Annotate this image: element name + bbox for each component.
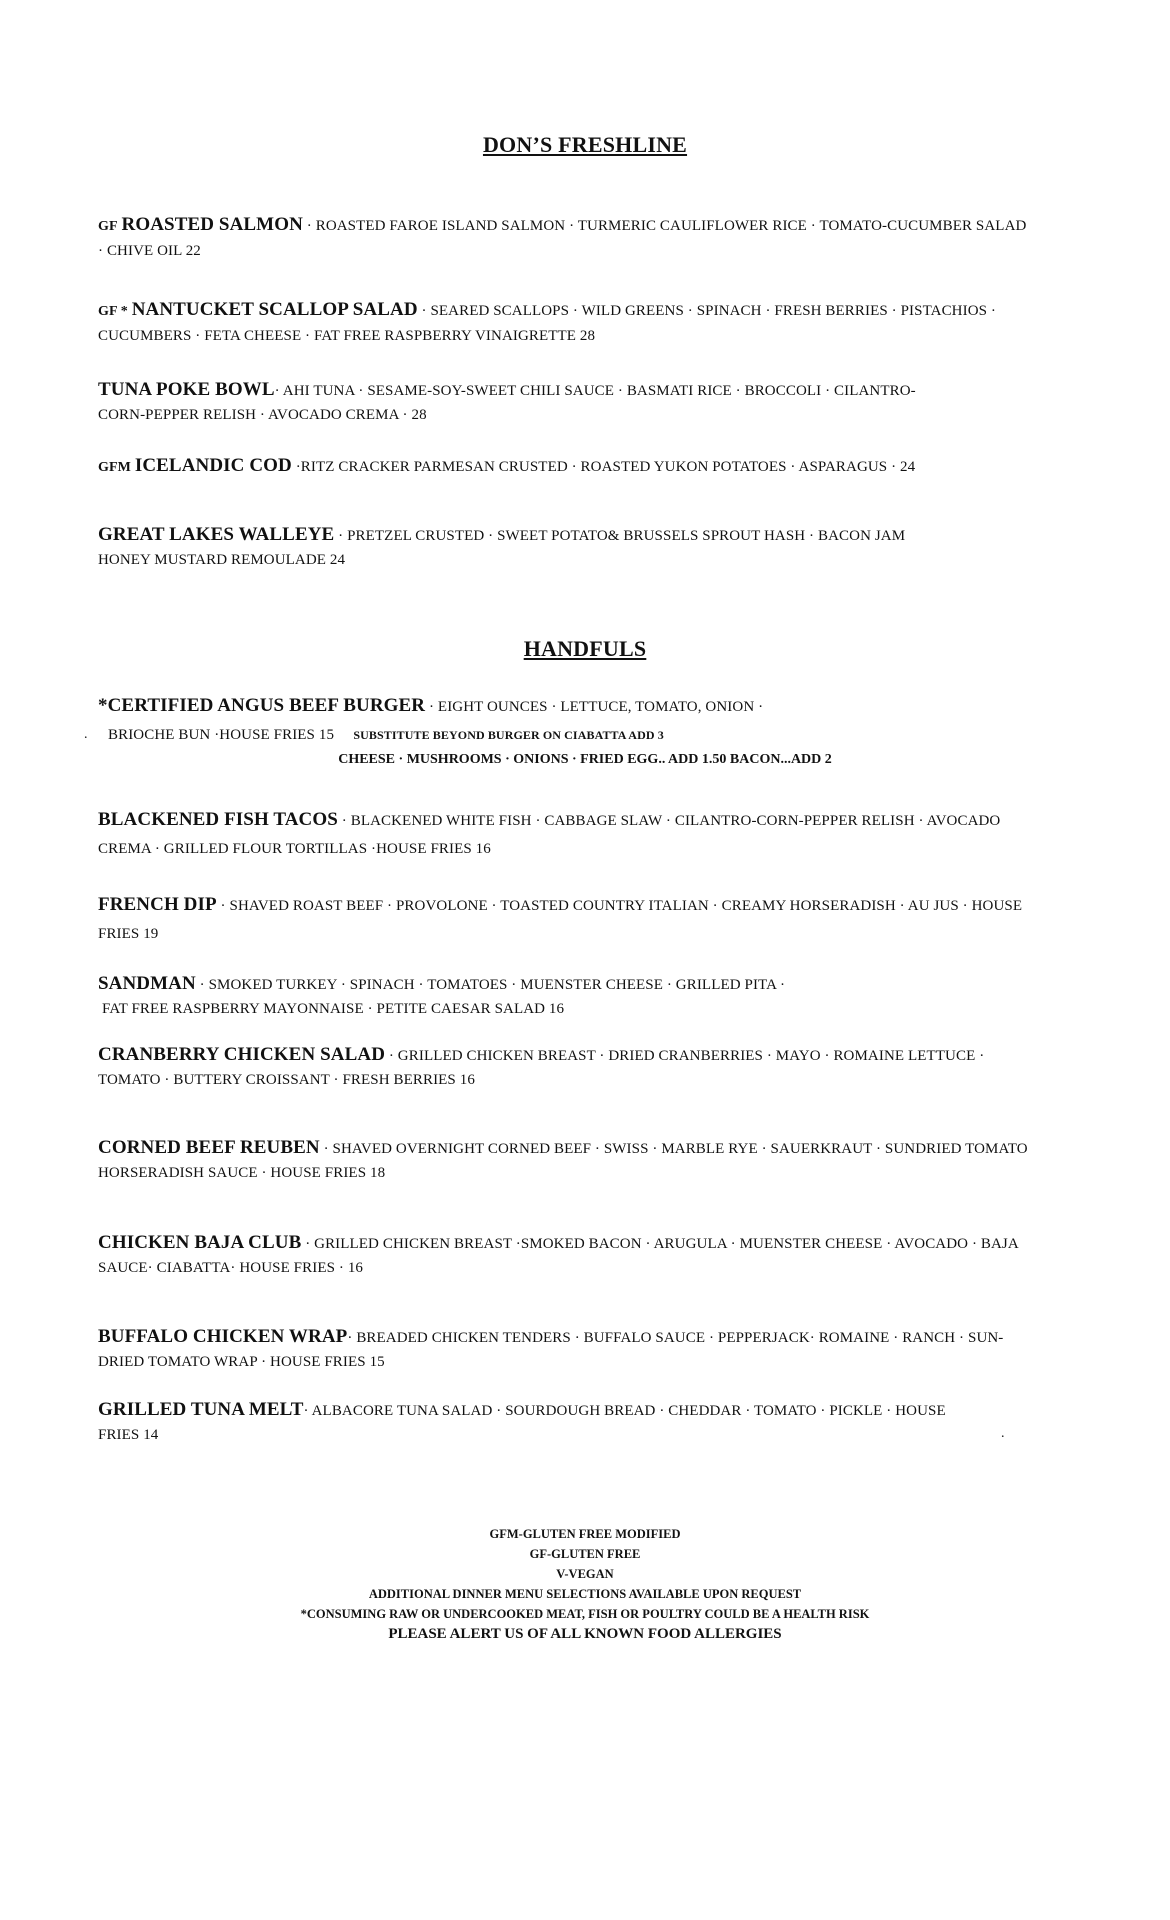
item-description-cont: DRIED TOMATO WRAP · HOUSE FRIES 15 [98, 1354, 385, 1370]
legend-vegan: V-VEGAN [556, 1567, 614, 1581]
item-description: · GRILLED CHICKEN BREAST ·SMOKED BACON · ARUGULA · MUENSTER CHEESE · AVOCADO · BAJA [301, 1236, 1019, 1252]
freshline-title: DON’S FRESHLINE [482, 132, 688, 157]
legend-gfm: GFM-GLUTEN FREE MODIFIED [489, 1527, 681, 1541]
item-description: · EIGHT OUNCES · LETTUCE, TOMATO, ONION · [425, 699, 764, 715]
item-description: · BLACKENED WHITE FISH · CABBAGE SLAW · CILANTRO-CORN-PEPPER RELISH · AVOCADO [337, 813, 1001, 829]
item-description-cont: FAT FREE RASPBERRY MAYONNAISE · PETITE CAESAR SALAD 16 [102, 1001, 565, 1017]
item-description: · AHI TUNA · SESAME-SOY-SWEET CHILI SAUCE · BASMATI RICE · BROCCOLI · CILANTRO- [274, 383, 916, 399]
menu-item-grilled-tuna-melt [98, 1398, 1058, 1447]
burger-addons: CHEESE · MUSHROOMS · ONIONS · FRIED EGG.. ADD 1.50 BACON...ADD 2 [338, 752, 832, 767]
menu-footer [0, 1524, 1170, 1644]
additional-menu-note: ADDITIONAL DINNER MENU SELECTIONS AVAILABLE UPON REQUEST [368, 1587, 802, 1601]
menu-item-roasted-salmon [98, 213, 1058, 263]
item-description-cont: FRIES 14 [98, 1427, 159, 1443]
item-name: ROASTED SALMON [121, 214, 303, 235]
menu-item-cranberry-chicken-salad [98, 1043, 1058, 1092]
item-description-cont: CUCUMBERS · FETA CHEESE · FAT FREE RASPBERRY VINAIGRETTE 28 [98, 328, 596, 344]
diet-tag: GFM [98, 460, 131, 475]
item-description-cont: HORSERADISH SAUCE · HOUSE FRIES 18 [98, 1165, 386, 1181]
item-name: CORNED BEEF REUBEN [98, 1137, 320, 1158]
substitute-note: SUBSTITUTE BEYOND BURGER ON CIABATTA ADD 3 [353, 728, 664, 742]
menu-item-angus-burger [98, 694, 1058, 747]
item-name: GREAT LAKES WALLEYE [98, 524, 335, 545]
item-name: TUNA POKE BOWL [98, 379, 275, 400]
menu-item-great-lakes-walleye [98, 523, 1058, 572]
item-name: BUFFALO CHICKEN WRAP [98, 1326, 348, 1347]
item-description-cont: SAUCE· CIABATTA· HOUSE FRIES · 16 [98, 1260, 364, 1276]
item-name: NANTUCKET SCALLOP SALAD [131, 299, 418, 320]
item-description: · ALBACORE TUNA SALAD · SOURDOUGH BREAD · CHEDDAR · TOMATO · PICKLE · HOUSE [303, 1403, 946, 1419]
menu-item-chicken-baja-club [98, 1231, 1058, 1280]
item-description-cont: · CHIVE OIL 22 [98, 243, 201, 259]
item-description: ·RITZ CRACKER PARMESAN CRUSTED · ROASTED YUKON POTATOES · ASPARAGUS · 24 [291, 459, 916, 475]
item-description-cont: CREMA · GRILLED FLOUR TORTILLAS ·HOUSE FRIES 16 [98, 841, 491, 857]
item-description-cont: HONEY MUSTARD REMOULADE 24 [98, 552, 346, 568]
item-description-cont: FRIES 19 [98, 926, 159, 942]
legend-gf: GF-GLUTEN FREE [529, 1547, 641, 1561]
item-name: FRENCH DIP [98, 894, 217, 915]
item-name: CHICKEN BAJA CLUB [98, 1232, 302, 1253]
menu-item-icelandic-cod [98, 454, 1058, 480]
item-description: · PRETZEL CRUSTED · SWEET POTATO& BRUSSELS SPROUT HASH · BACON JAM [334, 528, 906, 544]
handfuls-title: HANDFULS [523, 636, 647, 661]
diet-tag: GF [98, 219, 118, 234]
diet-tag: GF * [98, 304, 128, 319]
health-warning: *CONSUMING RAW OR UNDERCOOKED MEAT, FISH OR POULTRY COULD BE A HEALTH RISK [300, 1607, 870, 1621]
stray-mark: . [84, 727, 88, 742]
item-description: · SHAVED ROAST BEEF · PROVOLONE · TOASTED COUNTRY ITALIAN · CREAMY HORSERADISH · AU JUS · HOUSE [216, 898, 1023, 914]
item-name: SANDMAN [98, 973, 196, 994]
allergy-note: PLEASE ALERT US OF ALL KNOWN FOOD ALLERGIES [388, 1626, 782, 1642]
item-description-cont: BRIOCHE BUN ·HOUSE FRIES 15 [108, 727, 335, 743]
menu-item-tuna-poke-bowl [98, 378, 1058, 427]
menu-item-blackened-fish-tacos [98, 808, 1058, 861]
item-description: · SEARED SCALLOPS · WILD GREENS · SPINACH · FRESH BERRIES · PISTACHIOS · [417, 303, 997, 319]
item-description-cont: CORN-PEPPER RELISH · AVOCADO CREMA · 28 [98, 407, 427, 423]
item-description: · GRILLED CHICKEN BREAST · DRIED CRANBERRIES · MAYO · ROMAINE LETTUCE · [385, 1048, 985, 1064]
item-name: *CERTIFIED ANGUS BEEF BURGER [98, 695, 426, 716]
item-name: BLACKENED FISH TACOS [98, 809, 338, 830]
menu-item-buffalo-chicken-wrap [98, 1325, 1058, 1374]
item-description-cont: TOMATO · BUTTERY CROISSANT · FRESH BERRIES 16 [98, 1072, 475, 1088]
menu-item-french-dip [98, 893, 1058, 946]
item-description: · SHAVED OVERNIGHT CORNED BEEF · SWISS · MARBLE RYE · SAUERKRAUT · SUNDRIED TOMATO [319, 1141, 1028, 1157]
menu-item-corned-beef-reuben [98, 1136, 1058, 1185]
item-description: · ROASTED FAROE ISLAND SALMON · TURMERIC CAULIFLOWER RICE · TOMATO-CUCUMBER SALAD [302, 218, 1027, 234]
menu-item-sandman [98, 972, 1058, 1021]
menu-item-nantucket-scallop-salad [98, 298, 1058, 348]
item-description: · BREADED CHICKEN TENDERS · BUFFALO SAUCE · PEPPERJACK· ROMAINE · RANCH · SUN- [347, 1330, 1004, 1346]
item-name: GRILLED TUNA MELT [98, 1399, 304, 1420]
item-name: CRANBERRY CHICKEN SALAD [98, 1044, 386, 1065]
item-name: ICELANDIC COD [134, 455, 292, 476]
item-description: · SMOKED TURKEY · SPINACH · TOMATOES · MUENSTER CHEESE · GRILLED PITA · [195, 977, 786, 993]
stray-mark: . [1001, 1426, 1005, 1441]
